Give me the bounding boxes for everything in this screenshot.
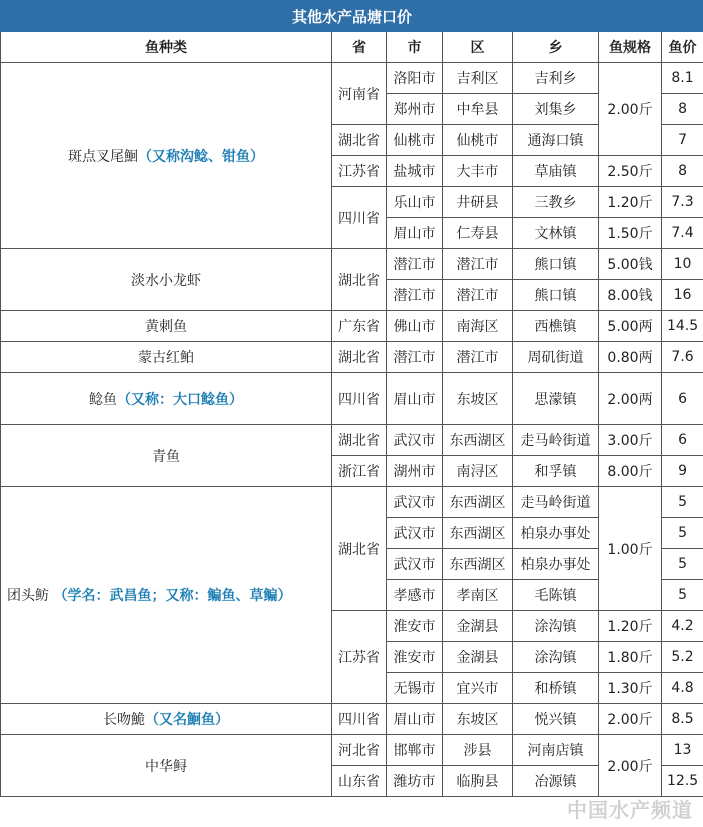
- spec-cell: 1.00斤: [599, 487, 662, 611]
- price-cell: 4.2: [662, 611, 703, 642]
- fish-note: （又称：大口鲶鱼）: [117, 391, 243, 408]
- city-cell: 洛阳市: [387, 63, 443, 94]
- header-row: [1, 32, 703, 63]
- town-cell: 思濛镇: [513, 373, 599, 425]
- city-cell: 眉山市: [387, 704, 443, 735]
- price-cell: 6: [662, 373, 703, 425]
- fish-name: 斑点叉尾鮰: [68, 148, 138, 165]
- price-cell: 14.5: [662, 311, 703, 342]
- fish-name: 中华鲟: [145, 758, 187, 775]
- city-cell: 郑州市: [387, 94, 443, 125]
- town-cell: 刘集乡: [513, 94, 599, 125]
- spec-cell: 2.00斤: [599, 704, 662, 735]
- price-cell: 8: [662, 94, 703, 125]
- header-spec: 鱼规格: [599, 32, 662, 63]
- fish-name-cell: [1, 63, 332, 249]
- spec-cell: 2.00两: [599, 373, 662, 425]
- header-city: 市: [387, 32, 443, 63]
- city-cell: 湖州市: [387, 456, 443, 487]
- price-cell: 8: [662, 156, 703, 187]
- city-cell: 潍坊市: [387, 766, 443, 797]
- price-cell: 4.8: [662, 673, 703, 704]
- spec-cell: 5.00两: [599, 311, 662, 342]
- town-cell: 和孚镇: [513, 456, 599, 487]
- town-cell: 草庙镇: [513, 156, 599, 187]
- table-row: [1, 63, 703, 94]
- spec-cell: 1.30斤: [599, 673, 662, 704]
- town-cell: 悦兴镇: [513, 704, 599, 735]
- price-cell: 7.6: [662, 342, 703, 373]
- town-cell: 三教乡: [513, 187, 599, 218]
- district-cell: 南浔区: [443, 456, 513, 487]
- town-cell: 周矶街道: [513, 342, 599, 373]
- district-cell: 仁寿县: [443, 218, 513, 249]
- header-district: 区: [443, 32, 513, 63]
- city-cell: 无锡市: [387, 673, 443, 704]
- town-cell: 西樵镇: [513, 311, 599, 342]
- district-cell: 东西湖区: [443, 425, 513, 456]
- price-cell: 5: [662, 580, 703, 611]
- town-cell: 熊口镇: [513, 280, 599, 311]
- city-cell: 武汉市: [387, 549, 443, 580]
- district-cell: 中牟县: [443, 94, 513, 125]
- price-cell: 5.2: [662, 642, 703, 673]
- city-cell: 武汉市: [387, 425, 443, 456]
- district-cell: 井研县: [443, 187, 513, 218]
- city-cell: 眉山市: [387, 373, 443, 425]
- price-cell: 9: [662, 456, 703, 487]
- fish-note: （又名鮰鱼）: [145, 712, 229, 728]
- city-cell: 乐山市: [387, 187, 443, 218]
- district-cell: 东坡区: [443, 704, 513, 735]
- price-cell: 7.3: [662, 187, 703, 218]
- province-cell: 湖北省: [332, 425, 387, 456]
- town-cell: 走马岭街道: [513, 425, 599, 456]
- district-cell: 东西湖区: [443, 487, 513, 518]
- district-cell: 东西湖区: [443, 518, 513, 549]
- district-cell: 金湖县: [443, 611, 513, 642]
- spec-cell: 2.00斤: [599, 63, 662, 156]
- price-cell: 7: [662, 125, 703, 156]
- district-cell: 南海区: [443, 311, 513, 342]
- town-cell: 冶源镇: [513, 766, 599, 797]
- town-cell: 吉利乡: [513, 63, 599, 94]
- town-cell: 河南店镇: [513, 735, 599, 766]
- district-cell: 潜江市: [443, 342, 513, 373]
- spec-cell: 5.00钱: [599, 249, 662, 280]
- table-title: 其他水产品塘口价: [1, 1, 703, 32]
- city-cell: 潜江市: [387, 280, 443, 311]
- town-cell: 柏泉办事处: [513, 549, 599, 580]
- city-cell: 邯郸市: [387, 735, 443, 766]
- table-title-row: [1, 1, 703, 32]
- town-cell: 熊口镇: [513, 249, 599, 280]
- town-cell: 走马岭街道: [513, 487, 599, 518]
- table-row: [1, 342, 703, 373]
- header-town: 乡: [513, 32, 599, 63]
- price-cell: 5: [662, 518, 703, 549]
- header-province: 省: [332, 32, 387, 63]
- province-cell: 湖北省: [332, 249, 387, 311]
- province-cell: 四川省: [332, 187, 387, 249]
- header-price: 鱼价: [662, 32, 703, 63]
- price-cell: 12.5: [662, 766, 703, 797]
- province-cell: 河北省: [332, 735, 387, 766]
- spec-cell: 1.20斤: [599, 187, 662, 218]
- province-cell: 湖北省: [332, 342, 387, 373]
- city-cell: 武汉市: [387, 487, 443, 518]
- fish-note: （学名：武昌鱼；又称：鳊鱼、草鳊）: [53, 588, 292, 604]
- price-cell: 8.5: [662, 704, 703, 735]
- spec-cell: 2.50斤: [599, 156, 662, 187]
- town-cell: 涂沟镇: [513, 642, 599, 673]
- fish-name-cell: [1, 487, 332, 704]
- watermark: 中国水产频道: [567, 798, 693, 822]
- fish-name: 黄刺鱼: [145, 319, 187, 335]
- province-cell: 山东省: [332, 766, 387, 797]
- spec-cell: 3.00斤: [599, 425, 662, 456]
- fish-name-cell: [1, 249, 332, 311]
- province-cell: 四川省: [332, 704, 387, 735]
- fish-name: 蒙古红鲌: [138, 350, 194, 366]
- price-cell: 13: [662, 735, 703, 766]
- spec-cell: 8.00钱: [599, 280, 662, 311]
- price-cell: 7.4: [662, 218, 703, 249]
- table-row: [1, 735, 703, 766]
- district-cell: 大丰市: [443, 156, 513, 187]
- town-cell: 和桥镇: [513, 673, 599, 704]
- fish-name-cell: [1, 425, 332, 487]
- fish-name-cell: [1, 735, 332, 797]
- province-cell: 广东省: [332, 311, 387, 342]
- district-cell: 吉利区: [443, 63, 513, 94]
- district-cell: 宜兴市: [443, 673, 513, 704]
- table-row: [1, 425, 703, 456]
- city-cell: 潜江市: [387, 342, 443, 373]
- district-cell: 潜江市: [443, 280, 513, 311]
- province-cell: 四川省: [332, 373, 387, 425]
- town-cell: 通海口镇: [513, 125, 599, 156]
- province-cell: 浙江省: [332, 456, 387, 487]
- price-cell: 16: [662, 280, 703, 311]
- city-cell: 盐城市: [387, 156, 443, 187]
- province-cell: 河南省: [332, 63, 387, 125]
- city-cell: 武汉市: [387, 518, 443, 549]
- district-cell: 仙桃市: [443, 125, 513, 156]
- province-cell: 湖北省: [332, 125, 387, 156]
- spec-cell: 2.00斤: [599, 735, 662, 797]
- fish-name-cell: [1, 342, 332, 373]
- table-row: [1, 704, 703, 735]
- price-cell: 10: [662, 249, 703, 280]
- spec-cell: 8.00斤: [599, 456, 662, 487]
- price-cell: 6: [662, 425, 703, 456]
- district-cell: 孝南区: [443, 580, 513, 611]
- fish-name-cell: [1, 311, 332, 342]
- district-cell: 涉县: [443, 735, 513, 766]
- spec-cell: 0.80两: [599, 342, 662, 373]
- fish-name: 淡水小龙虾: [131, 272, 201, 289]
- fish-name: 长吻鮠: [103, 712, 145, 728]
- province-cell: 湖北省: [332, 487, 387, 611]
- header-fish: 鱼种类: [1, 32, 332, 63]
- spec-cell: 1.50斤: [599, 218, 662, 249]
- district-cell: 东坡区: [443, 373, 513, 425]
- city-cell: 潜江市: [387, 249, 443, 280]
- fish-name: 团头鲂: [7, 588, 54, 604]
- city-cell: 淮安市: [387, 642, 443, 673]
- fish-name: 鲶鱼: [89, 391, 117, 408]
- district-cell: 东西湖区: [443, 549, 513, 580]
- district-cell: 金湖县: [443, 642, 513, 673]
- table-row: [1, 249, 703, 280]
- fish-name: 青鱼: [152, 448, 180, 465]
- town-cell: 毛陈镇: [513, 580, 599, 611]
- price-cell: 5: [662, 487, 703, 518]
- city-cell: 孝感市: [387, 580, 443, 611]
- table-row: [1, 311, 703, 342]
- fish-name-cell: [1, 704, 332, 735]
- table-row: [1, 487, 703, 518]
- province-cell: 江苏省: [332, 611, 387, 704]
- city-cell: 眉山市: [387, 218, 443, 249]
- spec-cell: 1.80斤: [599, 642, 662, 673]
- spec-cell: 1.20斤: [599, 611, 662, 642]
- fish-note: （又称沟鲶、钳鱼）: [138, 148, 264, 165]
- province-cell: 江苏省: [332, 156, 387, 187]
- town-cell: 涂沟镇: [513, 611, 599, 642]
- district-cell: 潜江市: [443, 249, 513, 280]
- city-cell: 佛山市: [387, 311, 443, 342]
- price-cell: 5: [662, 549, 703, 580]
- city-cell: 仙桃市: [387, 125, 443, 156]
- district-cell: 临朐县: [443, 766, 513, 797]
- price-cell: 8.1: [662, 63, 703, 94]
- town-cell: 文林镇: [513, 218, 599, 249]
- table-row: [1, 373, 703, 425]
- fish-name-cell: [1, 373, 332, 425]
- city-cell: 淮安市: [387, 611, 443, 642]
- town-cell: 柏泉办事处: [513, 518, 599, 549]
